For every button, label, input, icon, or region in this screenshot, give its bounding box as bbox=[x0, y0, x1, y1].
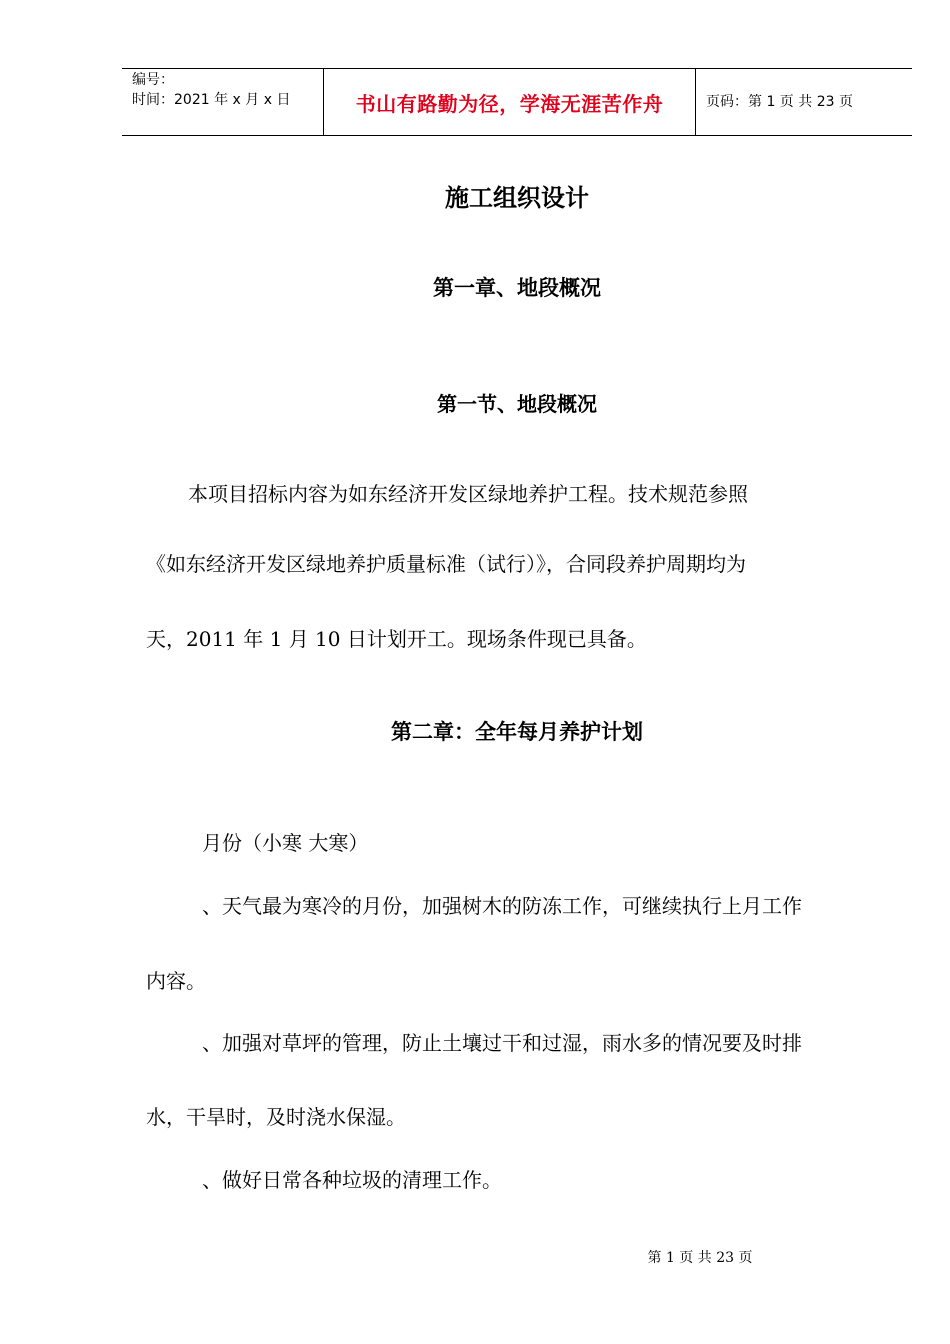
item2-line1: 、加强对草坪的管理，防止土壤过干和过湿，雨水多的情况要及时排 bbox=[202, 1031, 802, 1055]
month-line: 月份（小寒 大寒） bbox=[202, 831, 369, 855]
item1-line1: 、天气最为寒冷的月份，加强树木的防冻工作，可继续执行上月工作 bbox=[202, 894, 802, 918]
section1-title: 第一节、地段概况 bbox=[437, 392, 597, 416]
page-header-table bbox=[122, 68, 912, 136]
page-footer: 第 1 页 共 23 页 bbox=[647, 1250, 753, 1266]
header-page-info: 页码：第 1 页 共 23 页 bbox=[706, 94, 853, 110]
header-page-cell bbox=[696, 69, 912, 135]
header-left-cell bbox=[122, 69, 323, 135]
document-time-label: 时间：2021 年 x 月 x 日 bbox=[132, 92, 291, 108]
paragraph1-line1: 本项目招标内容为如东经济开发区绿地养护工程。技术规范参照 bbox=[188, 482, 748, 506]
document-code-label: 编号： bbox=[132, 72, 174, 88]
chapter2-title: 第二章：全年每月养护计划 bbox=[391, 720, 643, 744]
document-title: 施工组织设计 bbox=[445, 184, 589, 212]
item1-line2: 内容。 bbox=[146, 969, 206, 993]
chapter1-title: 第一章、地段概况 bbox=[433, 276, 601, 300]
header-motto: 书山有路勤为径，学海无涯苦作舟 bbox=[355, 91, 664, 116]
item3-line1: 、做好日常各种垃圾的清理工作。 bbox=[202, 1168, 502, 1192]
paragraph1-line2: 《如东经济开发区绿地养护质量标准（试行）》，合同段养护周期均为 bbox=[146, 552, 746, 576]
header-motto-cell bbox=[323, 69, 696, 135]
paragraph1-line3: 天，2011 年 1 月 10 日计划开工。现场条件现已具备。 bbox=[146, 627, 647, 651]
item2-line2: 水，干旱时，及时浇水保湿。 bbox=[146, 1105, 406, 1129]
